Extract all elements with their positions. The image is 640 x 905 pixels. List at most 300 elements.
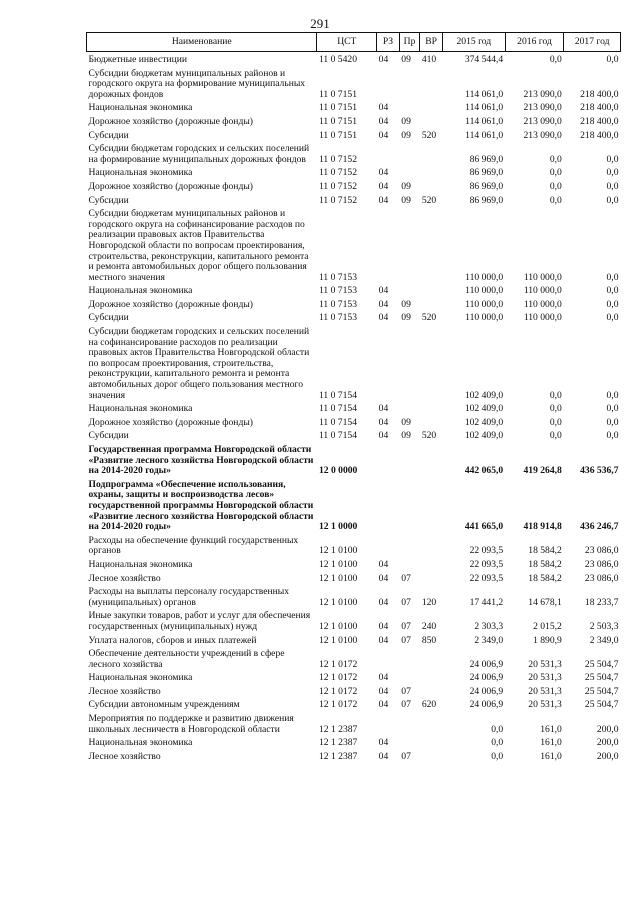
row-rz: 04 <box>378 750 389 762</box>
table-header-row <box>87 33 621 52</box>
row-rz <box>377 141 400 165</box>
row-value-2015: 22 093,5 <box>469 545 504 557</box>
row-vr <box>420 283 443 297</box>
row-value-2017: 0,0 <box>606 194 619 206</box>
row-rz: 04 <box>378 572 389 584</box>
row-value-2015: 22 093,5 <box>469 558 504 570</box>
row-value-2016: 0,0 <box>549 153 562 165</box>
row-cst: 12 1 0100 <box>318 620 358 632</box>
row-cst: 11 0 7154 <box>318 430 357 442</box>
row-pr: 07 <box>401 750 411 762</box>
row-rz: 04 <box>378 115 389 127</box>
row-value-2016: 110 000,0 <box>523 285 562 297</box>
row-vr <box>420 297 443 311</box>
row-cst: 12 1 0100 <box>318 596 358 608</box>
row-value-2017: 218 400,0 <box>580 88 619 100</box>
row-value-2017: 0,0 <box>606 389 619 401</box>
table-row <box>87 584 621 608</box>
row-cst: 11 0 7151 <box>318 129 357 141</box>
row-vr: 850 <box>421 634 437 646</box>
table-row <box>87 670 621 684</box>
row-cst: 12 1 0172 <box>318 658 358 670</box>
row-value-2017: 23 086,0 <box>584 558 619 570</box>
row-value-2016: 110 000,0 <box>523 298 562 310</box>
row-cst: 12 0 0000 <box>318 465 358 477</box>
row-pr <box>399 670 420 684</box>
row-cst: 11 0 7151 <box>318 88 357 100</box>
table-row <box>87 193 621 207</box>
row-pr: 07 <box>401 596 411 608</box>
row-name: Лесное хозяйство <box>88 685 161 697</box>
row-rz: 04 <box>378 430 389 442</box>
row-value-2017: 200,0 <box>596 750 619 762</box>
row-value-2016: 418 914,8 <box>523 521 562 533</box>
row-value-2017: 25 504,7 <box>584 672 619 684</box>
row-value-2016: 0,0 <box>549 389 562 401</box>
row-value-2016: 18 584,2 <box>528 558 562 570</box>
row-value-2016: 213 090,0 <box>523 102 562 114</box>
row-value-2016: 18 584,2 <box>528 572 562 584</box>
row-value-2015: 114 061,0 <box>465 88 504 100</box>
row-rz <box>377 442 400 477</box>
row-name: Дорожное хозяйство (дорожные фонды) <box>88 115 253 127</box>
row-value-2015: 0,0 <box>491 723 504 735</box>
row-vr: 520 <box>421 194 437 206</box>
row-pr <box>399 442 420 477</box>
table-row <box>87 415 621 429</box>
header-2015: 2015 год <box>442 33 505 52</box>
row-vr <box>420 415 443 429</box>
row-name: Дорожное хозяйство (дорожные фонды) <box>88 416 253 428</box>
table-row <box>87 100 621 114</box>
table-row <box>87 633 621 647</box>
row-vr <box>420 749 443 763</box>
row-name: Субсидии <box>88 430 129 442</box>
row-cst: 12 1 2387 <box>318 750 358 762</box>
table-row <box>87 324 621 401</box>
row-name: Дорожное хозяйство (дорожные фонды) <box>88 298 253 310</box>
row-value-2016: 161,0 <box>540 737 562 749</box>
row-cst: 11 0 7153 <box>318 271 357 283</box>
row-vr <box>420 141 443 165</box>
row-value-2017: 25 504,7 <box>584 658 619 670</box>
row-value-2017: 0,0 <box>606 430 619 442</box>
row-rz: 04 <box>378 620 389 632</box>
row-name: Бюджетные инвестиции <box>88 54 187 65</box>
row-rz <box>377 66 400 101</box>
row-rz: 04 <box>378 54 389 65</box>
row-name: Национальная экономика <box>88 672 193 684</box>
row-value-2015: 110 000,0 <box>465 312 504 324</box>
row-cst: 11 0 7152 <box>318 180 357 192</box>
row-value-2017: 2 349,0 <box>589 634 619 646</box>
row-cst: 11 0 7153 <box>318 312 357 324</box>
row-rz: 04 <box>378 194 389 206</box>
row-value-2017: 200,0 <box>596 737 619 749</box>
row-pr: 09 <box>401 129 411 141</box>
budget-table <box>86 32 621 762</box>
row-vr: 240 <box>421 620 437 632</box>
row-cst: 11 0 7153 <box>318 298 357 310</box>
row-name: Национальная экономика <box>88 167 193 179</box>
row-value-2016: 0,0 <box>549 430 562 442</box>
row-rz: 04 <box>378 285 389 297</box>
row-value-2015: 110 000,0 <box>465 285 504 297</box>
row-value-2017: 200,0 <box>596 723 619 735</box>
row-vr <box>420 324 443 401</box>
row-value-2016: 20 531,3 <box>528 699 562 711</box>
row-cst: 12 1 2387 <box>318 737 358 749</box>
table-row <box>87 179 621 193</box>
row-name: Субсидии бюджетам муниципальных районов и городского округа на формирование муниципальных дорожных фондов <box>88 67 306 100</box>
row-pr: 09 <box>401 54 411 65</box>
row-value-2015: 2 349,0 <box>474 634 504 646</box>
table-row <box>87 52 621 66</box>
row-value-2016: 1 890,9 <box>533 634 562 646</box>
row-vr <box>420 442 443 477</box>
row-value-2016: 0,0 <box>549 194 562 206</box>
row-rz: 04 <box>378 634 389 646</box>
row-rz <box>377 533 400 557</box>
row-name: Национальная экономика <box>88 285 193 297</box>
row-rz: 04 <box>378 672 389 684</box>
row-value-2015: 441 665,0 <box>464 521 504 533</box>
row-vr <box>420 684 443 698</box>
row-value-2016: 161,0 <box>540 723 562 735</box>
table-row <box>87 571 621 585</box>
table-row <box>87 114 621 128</box>
row-pr: 09 <box>401 416 411 428</box>
table-row <box>87 428 621 442</box>
row-value-2015: 102 409,0 <box>464 430 504 442</box>
row-vr: 520 <box>421 129 437 141</box>
row-value-2016: 0,0 <box>549 167 562 179</box>
header-rz: РЗ <box>377 33 400 52</box>
table-row <box>87 608 621 632</box>
row-value-2016: 213 090,0 <box>523 129 562 141</box>
header-2017: 2017 год <box>564 33 621 52</box>
row-rz: 04 <box>378 416 389 428</box>
row-cst: 11 0 7151 <box>318 102 357 114</box>
row-name: Национальная экономика <box>88 558 193 570</box>
row-value-2017: 0,0 <box>606 271 619 283</box>
table-row <box>87 442 621 477</box>
row-value-2016: 0,0 <box>549 403 562 415</box>
table-row <box>87 206 621 283</box>
row-rz: 04 <box>378 102 389 114</box>
row-value-2017: 0,0 <box>606 298 619 310</box>
row-cst: 11 0 7154 <box>318 389 357 401</box>
table-row <box>87 735 621 749</box>
row-value-2016: 161,0 <box>540 750 562 762</box>
row-pr <box>399 557 420 571</box>
row-pr <box>399 477 420 533</box>
row-name: Национальная экономика <box>88 102 193 114</box>
row-pr <box>399 100 420 114</box>
table-row <box>87 533 621 557</box>
row-cst: 12 1 0100 <box>318 634 358 646</box>
row-value-2016: 20 531,3 <box>528 672 562 684</box>
row-vr <box>420 735 443 749</box>
row-vr <box>420 165 443 179</box>
row-name: Субсидии <box>88 194 129 206</box>
row-value-2016: 110 000,0 <box>523 271 562 283</box>
row-value-2017: 23 086,0 <box>584 545 619 557</box>
row-rz: 04 <box>378 558 389 570</box>
row-rz: 04 <box>378 737 389 749</box>
row-cst: 11 0 7151 <box>318 115 357 127</box>
row-rz <box>377 646 400 670</box>
row-cst: 11 0 7153 <box>318 285 357 297</box>
row-pr: 09 <box>401 180 411 192</box>
row-pr: 09 <box>401 115 411 127</box>
row-cst: 12 1 0172 <box>318 672 358 684</box>
row-rz: 04 <box>378 403 389 415</box>
row-name: Субсидии бюджетам городских и сельских поселений на формирование муниципальных дорожных фондов <box>88 143 310 165</box>
row-pr <box>399 401 420 415</box>
row-value-2015: 102 409,0 <box>464 403 504 415</box>
row-pr <box>399 165 420 179</box>
row-value-2016: 20 531,3 <box>528 685 562 697</box>
row-vr <box>420 571 443 585</box>
row-value-2016: 20 531,3 <box>528 658 562 670</box>
row-value-2017: 436 246,7 <box>580 521 619 533</box>
row-value-2015: 110 000,0 <box>465 298 504 310</box>
row-rz <box>377 477 400 533</box>
row-vr <box>420 711 443 735</box>
table-row <box>87 684 621 698</box>
table-row <box>87 283 621 297</box>
table-row <box>87 477 621 533</box>
row-value-2015: 102 409,0 <box>464 416 504 428</box>
row-value-2015: 17 441,2 <box>469 596 504 608</box>
row-cst: 12 1 0172 <box>318 699 358 711</box>
row-value-2016: 2 015,2 <box>533 620 562 632</box>
row-value-2017: 0,0 <box>606 167 619 179</box>
row-rz: 04 <box>378 699 389 711</box>
row-value-2016: 213 090,0 <box>523 115 562 127</box>
row-value-2017: 0,0 <box>606 180 619 192</box>
row-rz: 04 <box>378 596 389 608</box>
row-vr <box>420 206 443 283</box>
row-value-2017: 218 400,0 <box>580 115 619 127</box>
row-name: Лесное хозяйство <box>88 572 161 584</box>
table-row <box>87 749 621 763</box>
row-pr: 07 <box>401 634 411 646</box>
row-value-2017: 25 504,7 <box>584 699 619 711</box>
row-value-2017: 218 400,0 <box>580 102 619 114</box>
table-row <box>87 165 621 179</box>
row-name: Уплата налогов, сборов и иных платежей <box>88 634 257 646</box>
row-name: Расходы на выплаты персоналу государственных (муниципальных) органов <box>88 586 290 608</box>
row-value-2015: 114 061,0 <box>465 115 504 127</box>
row-cst: 12 1 2387 <box>318 723 358 735</box>
row-vr <box>420 100 443 114</box>
row-value-2015: 24 006,9 <box>469 672 504 684</box>
row-cst: 11 0 7152 <box>318 167 357 179</box>
row-pr <box>399 141 420 165</box>
row-vr: 120 <box>421 596 437 608</box>
row-name: Мероприятия по поддержке и развитию движения школьных лесничеств в Новгородской области <box>88 713 294 735</box>
table-body <box>87 52 621 763</box>
row-vr: 410 <box>421 54 437 65</box>
row-value-2017: 0,0 <box>606 312 619 324</box>
row-value-2015: 86 969,0 <box>469 167 504 179</box>
row-name: Субсидии бюджетам городских и сельских поселений на софинансирование расходов по реализации правовых актов Правительства Новгородской области по вопросам проектирования, строительства, реконструкции, капитального ремонта и ремонта автомобильных дорог общего пользования местного значения <box>88 326 310 401</box>
header-pr: Пр <box>399 33 420 52</box>
row-value-2017: 218 400,0 <box>580 129 619 141</box>
row-value-2015: 442 065,0 <box>464 465 504 477</box>
row-cst: 11 0 7152 <box>318 153 357 165</box>
row-pr: 07 <box>401 699 411 711</box>
row-pr <box>399 533 420 557</box>
row-cst: 12 1 0100 <box>318 572 358 584</box>
row-rz: 04 <box>378 312 389 324</box>
row-name: Подпрограмма «Обеспечение использования, охраны, защиты и воспроизводства лесов» государственной программы Новгородской области «Развитие лесного хозяйства Новгородской области на 2014-2020 годы» <box>88 478 314 533</box>
row-rz <box>377 711 400 735</box>
row-value-2016: 213 090,0 <box>523 88 562 100</box>
row-cst: 11 0 7154 <box>318 416 357 428</box>
row-name: Дорожное хозяйство (дорожные фонды) <box>88 180 253 192</box>
row-value-2015: 24 006,9 <box>469 699 504 711</box>
row-value-2015: 0,0 <box>491 737 504 749</box>
table-row <box>87 646 621 670</box>
header-vr: ВР <box>420 33 443 52</box>
row-vr <box>420 401 443 415</box>
row-rz <box>377 324 400 401</box>
row-name: Расходы на обеспечение функций государственных органов <box>88 534 299 557</box>
row-vr <box>420 66 443 101</box>
row-value-2017: 0,0 <box>606 54 619 65</box>
row-vr: 620 <box>421 699 437 711</box>
row-value-2017: 18 233,7 <box>584 596 619 608</box>
row-vr <box>420 646 443 670</box>
row-pr: 07 <box>401 620 411 632</box>
row-vr: 520 <box>421 312 437 324</box>
row-value-2017: 23 086,0 <box>584 572 619 584</box>
row-value-2017: 2 503,3 <box>589 620 619 632</box>
table-row <box>87 557 621 571</box>
row-value-2015: 24 006,9 <box>469 658 504 670</box>
row-name: Субсидии бюджетам муниципальных районов и городского округа на софинансирование расходов по реализации правовых актов Правительства Новгородской области по вопросам проектирования, строительства, реконструкции, капитального ремонта и ремонта автомобильных дорог общего пользования местного значения <box>88 208 309 283</box>
row-pr <box>399 711 420 735</box>
row-cst: 12 1 0172 <box>318 685 358 697</box>
table-row <box>87 711 621 735</box>
row-vr <box>420 477 443 533</box>
row-pr <box>399 283 420 297</box>
row-pr: 09 <box>401 312 411 324</box>
row-vr <box>420 670 443 684</box>
row-name: Обеспечение деятельности учреждений в сфере лесного хозяйства <box>88 648 285 670</box>
row-name: Национальная экономика <box>88 737 193 749</box>
row-value-2017: 436 536,7 <box>580 465 619 477</box>
row-value-2015: 374 544,4 <box>464 54 504 65</box>
row-rz: 04 <box>378 685 389 697</box>
row-pr <box>399 324 420 401</box>
table-row <box>87 297 621 311</box>
row-value-2016: 0,0 <box>549 180 562 192</box>
row-vr <box>420 179 443 193</box>
row-name: Субсидии автономным учреждениям <box>88 699 240 711</box>
row-vr: 520 <box>421 430 437 442</box>
row-rz: 04 <box>378 129 389 141</box>
header-name: Наименование <box>87 33 317 52</box>
row-value-2016: 14 678,1 <box>528 596 562 608</box>
row-value-2015: 0,0 <box>491 750 504 762</box>
row-name: Иные закупки товаров, работ и услуг для обеспечения государственных (муниципальных) нужд <box>88 610 311 632</box>
row-value-2017: 0,0 <box>606 403 619 415</box>
page-number: 291 <box>310 16 330 31</box>
row-pr: 07 <box>401 685 411 697</box>
table-row <box>87 128 621 142</box>
row-rz: 04 <box>378 167 389 179</box>
row-value-2015: 86 969,0 <box>469 194 504 206</box>
row-rz: 04 <box>378 298 389 310</box>
header-cst: ЦСТ <box>317 33 377 52</box>
row-name: Субсидии <box>88 129 129 141</box>
row-rz <box>377 206 400 283</box>
row-value-2017: 0,0 <box>606 153 619 165</box>
row-value-2016: 0,0 <box>549 54 562 65</box>
row-cst: 11 0 5420 <box>318 54 357 65</box>
row-pr <box>399 735 420 749</box>
row-pr <box>399 66 420 101</box>
row-value-2015: 114 061,0 <box>465 102 504 114</box>
row-vr <box>420 557 443 571</box>
row-pr: 09 <box>401 430 411 442</box>
row-vr <box>420 533 443 557</box>
row-value-2015: 86 969,0 <box>469 153 504 165</box>
row-value-2015: 110 000,0 <box>465 271 504 283</box>
row-value-2017: 0,0 <box>606 285 619 297</box>
table-row <box>87 697 621 711</box>
row-pr: 09 <box>401 298 411 310</box>
table-row <box>87 401 621 415</box>
row-value-2015: 86 969,0 <box>469 180 504 192</box>
row-value-2015: 22 093,5 <box>469 572 504 584</box>
row-value-2015: 102 409,0 <box>464 389 504 401</box>
row-cst: 12 1 0100 <box>318 545 358 557</box>
row-value-2016: 18 584,2 <box>528 545 562 557</box>
row-pr <box>399 206 420 283</box>
row-cst: 11 0 7154 <box>318 403 357 415</box>
row-name: Субсидии <box>88 312 129 324</box>
row-value-2017: 0,0 <box>606 416 619 428</box>
table-row <box>87 310 621 324</box>
row-cst: 12 1 0100 <box>318 558 358 570</box>
row-pr <box>399 646 420 670</box>
row-name: Лесное хозяйство <box>88 750 161 762</box>
row-rz: 04 <box>378 180 389 192</box>
row-vr <box>420 114 443 128</box>
row-value-2015: 114 061,0 <box>465 129 504 141</box>
table-row <box>87 66 621 101</box>
row-value-2016: 110 000,0 <box>523 312 562 324</box>
row-name: Государственная программа Новгородской области «Развитие лесного хозяйства Новгородской области на 2014-2020 годы» <box>88 444 314 477</box>
row-value-2017: 25 504,7 <box>584 685 619 697</box>
row-cst: 11 0 7152 <box>318 194 357 206</box>
row-pr: 09 <box>401 194 411 206</box>
row-value-2015: 2 303,3 <box>474 620 504 632</box>
row-pr: 07 <box>401 572 411 584</box>
header-2016: 2016 год <box>505 33 564 52</box>
row-cst: 12 1 0000 <box>318 521 358 533</box>
row-value-2016: 0,0 <box>549 416 562 428</box>
table-row <box>87 141 621 165</box>
row-value-2016: 419 264,8 <box>523 465 562 477</box>
row-name: Национальная экономика <box>88 403 193 415</box>
row-value-2015: 24 006,9 <box>469 685 504 697</box>
